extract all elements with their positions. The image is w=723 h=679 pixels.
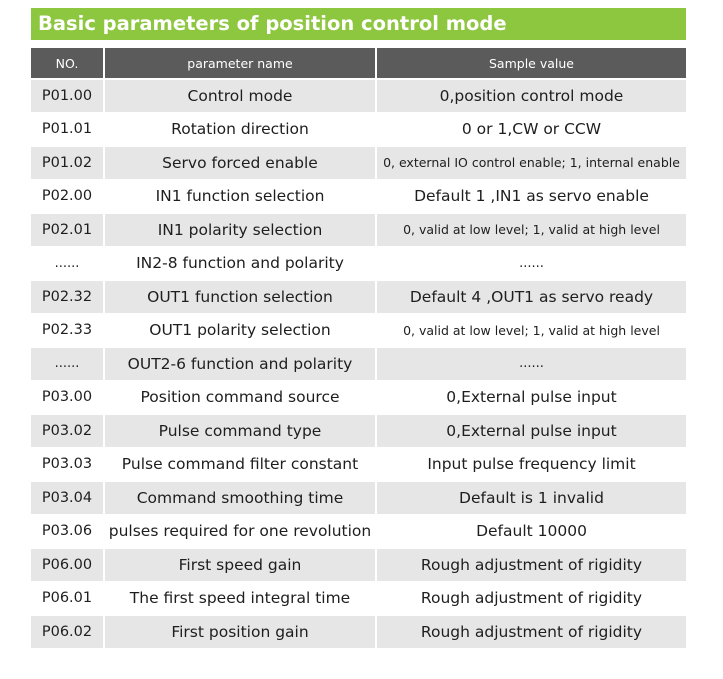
param-name: OUT1 polarity selection <box>105 313 377 347</box>
param-name: First speed gain <box>105 547 377 581</box>
param-value: Default 4 ,OUT1 as servo ready <box>377 279 686 313</box>
param-no: P01.00 <box>31 78 105 112</box>
param-name: Rotation direction <box>105 112 377 146</box>
table-row <box>31 246 686 280</box>
param-no: P02.00 <box>31 179 105 213</box>
param-name: IN2-8 function and polarity <box>105 246 377 280</box>
param-value: Default 1 ,IN1 as servo enable <box>377 179 686 213</box>
param-value: Rough adjustment of rigidity <box>377 614 686 648</box>
param-value: Default is 1 invalid <box>377 480 686 514</box>
param-name: Control mode <box>105 78 377 112</box>
param-value: ...... <box>377 346 686 380</box>
param-no: P01.02 <box>31 145 105 179</box>
table-header-row <box>31 48 686 78</box>
table-row <box>31 212 686 246</box>
param-value: 0 or 1,CW or CCW <box>377 112 686 146</box>
param-no: P02.33 <box>31 313 105 347</box>
table-row <box>31 313 686 347</box>
param-name: IN1 function selection <box>105 179 377 213</box>
param-value: 0, external IO control enable; 1, internal enable <box>377 145 686 179</box>
param-no: P01.01 <box>31 112 105 146</box>
param-value: Rough adjustment of rigidity <box>377 547 686 581</box>
table-row <box>31 145 686 179</box>
param-name: First position gain <box>105 614 377 648</box>
param-name: Pulse command filter constant <box>105 447 377 481</box>
param-value: 0, valid at low level; 1, valid at high level <box>377 313 686 347</box>
table-row <box>31 447 686 481</box>
param-no: ...... <box>31 246 105 280</box>
table-row <box>31 346 686 380</box>
table-row <box>31 112 686 146</box>
param-no: P03.04 <box>31 480 105 514</box>
param-value: 0,External pulse input <box>377 413 686 447</box>
param-no: P02.01 <box>31 212 105 246</box>
param-no: ...... <box>31 346 105 380</box>
table-row <box>31 547 686 581</box>
param-name: Pulse command type <box>105 413 377 447</box>
parameter-table <box>31 48 686 648</box>
param-value: 0,position control mode <box>377 78 686 112</box>
param-value: ...... <box>377 246 686 280</box>
param-name: Command smoothing time <box>105 480 377 514</box>
param-value: Default 10000 <box>377 514 686 548</box>
param-no: P06.01 <box>31 581 105 615</box>
param-value: Rough adjustment of rigidity <box>377 581 686 615</box>
table-row <box>31 614 686 648</box>
param-no: P02.32 <box>31 279 105 313</box>
param-no: P03.02 <box>31 413 105 447</box>
param-name: OUT1 function selection <box>105 279 377 313</box>
table-row <box>31 380 686 414</box>
table-row <box>31 78 686 112</box>
param-name: The first speed integral time <box>105 581 377 615</box>
column-header-no: NO. <box>31 48 105 78</box>
table-row <box>31 480 686 514</box>
table-row <box>31 179 686 213</box>
column-header-sample-value: Sample value <box>377 48 686 78</box>
page-title: Basic parameters of position control mode <box>31 8 686 40</box>
param-name: pulses required for one revolution <box>105 514 377 548</box>
param-no: P06.00 <box>31 547 105 581</box>
param-no: P06.02 <box>31 614 105 648</box>
table-row <box>31 581 686 615</box>
param-name: Position command source <box>105 380 377 414</box>
table-row <box>31 514 686 548</box>
param-no: P03.06 <box>31 514 105 548</box>
table-row <box>31 413 686 447</box>
param-name: OUT2-6 function and polarity <box>105 346 377 380</box>
param-value: Input pulse frequency limit <box>377 447 686 481</box>
param-no: P03.00 <box>31 380 105 414</box>
column-header-parameter-name: parameter name <box>105 48 377 78</box>
param-no: P03.03 <box>31 447 105 481</box>
param-value: 0, valid at low level; 1, valid at high level <box>377 212 686 246</box>
param-value: 0,External pulse input <box>377 380 686 414</box>
param-name: IN1 polarity selection <box>105 212 377 246</box>
param-name: Servo forced enable <box>105 145 377 179</box>
table-row <box>31 279 686 313</box>
